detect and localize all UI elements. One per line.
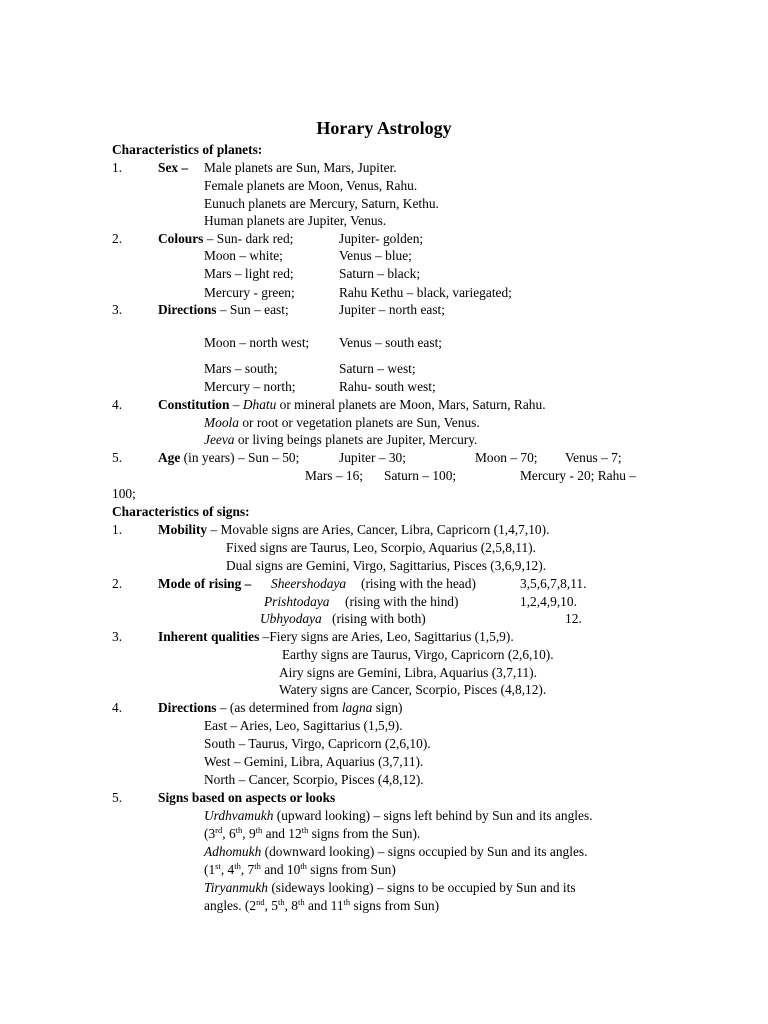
age-text: (in years) – Sun – 50;	[180, 450, 300, 465]
aspects-label: Signs based on aspects or looks	[158, 790, 336, 805]
colours-text: Moon – white;	[204, 248, 283, 263]
directions-text: Saturn – west;	[339, 361, 416, 376]
rising-numbers: 12.	[565, 611, 582, 626]
jeeva-term: Jeeva	[204, 432, 235, 447]
directions-label: Directions	[158, 302, 217, 317]
age-text: Venus – 7;	[565, 450, 622, 465]
rising-numbers: 1,2,4,9,10.	[520, 594, 577, 609]
sign-directions-label: Directions	[158, 700, 217, 715]
directions-text: Mercury – north;	[204, 379, 296, 394]
aspects-text: , 6	[222, 826, 236, 841]
aspects-text: , 9	[242, 826, 256, 841]
aspects-text: signs from the Sun).	[308, 826, 421, 841]
ubhyodaya-term: Ubhyodaya	[260, 611, 322, 626]
adhomukh-term: Adhomukh	[204, 844, 262, 859]
mobility-text: Dual signs are Gemini, Virgo, Sagittarius, Pisces (3,6,9,12).	[226, 558, 547, 573]
directions-row	[158, 302, 289, 318]
tiryanmukh-term: Tiryanmukh	[204, 880, 268, 895]
item-number: 2.	[112, 231, 123, 246]
aspects-text: signs from Sun)	[350, 898, 440, 913]
constitution-text: or root or vegetation planets are Sun, Venus.	[238, 415, 480, 430]
constitution-text: or mineral planets are Moon, Mars, Saturn, Rahu.	[276, 397, 546, 412]
qualities-label: Inherent qualities	[158, 629, 260, 644]
age-text: Moon – 70;	[475, 450, 538, 465]
rising-desc: (rising with the head)	[361, 576, 476, 591]
qualities-text: Airy signs are Gemini, Libra, Aquarius (3,7,11).	[279, 665, 537, 680]
ordinal-suffix: th	[254, 861, 261, 871]
item-number: 5.	[112, 790, 123, 805]
mobility-label: Mobility	[158, 522, 208, 537]
page-title: Horary Astrology	[316, 118, 452, 138]
colours-text: Mars – light red;	[204, 266, 294, 281]
age-text: Mars – 16;	[305, 468, 364, 483]
qualities-text: Watery signs are Cancer, Scorpio, Pisces (4,8,12).	[279, 682, 547, 697]
tiryanmukh-detail	[204, 898, 439, 914]
item-number: 3.	[112, 629, 123, 644]
ordinal-suffix: th	[300, 861, 307, 871]
colours-text: Mercury - green;	[204, 285, 295, 300]
aspects-text: , 7	[240, 862, 255, 877]
directions-text: Rahu- south west;	[339, 379, 436, 394]
ordinal-suffix: th	[297, 897, 305, 907]
signs-heading: Characteristics of signs:	[112, 504, 250, 519]
aspects-text: , 8	[284, 898, 298, 913]
planets-heading: Characteristics of planets:	[112, 142, 263, 157]
sign-directions-row	[158, 700, 402, 716]
item-number: 1.	[112, 522, 123, 537]
sex-line: Male planets are Sun, Mars, Jupiter.	[204, 160, 397, 175]
colours-row	[158, 231, 293, 247]
aspects-text: , 4	[220, 862, 235, 877]
aspects-text: and 12	[262, 826, 302, 841]
aspects-text: (1	[204, 862, 216, 877]
constitution-row	[204, 415, 480, 431]
sign-direction-line: South – Taurus, Virgo, Capricorn (2,6,10).	[204, 736, 431, 751]
ordinal-suffix: nd	[256, 897, 265, 907]
ordinal-suffix: th	[277, 897, 285, 907]
sex-label: Sex –	[158, 160, 189, 175]
constitution-row	[204, 432, 477, 448]
constitution-label: Constitution	[158, 397, 230, 412]
sign-direction-line: North – Cancer, Scorpio, Pisces (4,8,12).	[204, 772, 424, 787]
constitution-text: or living beings planets are Jupiter, Mercury.	[234, 432, 478, 447]
rising-numbers: 3,5,6,7,8,11.	[520, 576, 587, 591]
age-text: 100;	[112, 486, 136, 501]
urdhvamukh-term: Urdhvamukh	[204, 808, 274, 823]
aspects-text: (sideways looking) – signs to be occupied by Sun and its	[267, 880, 576, 895]
aspects-text: (upward looking) – signs left behind by Sun and its angles.	[273, 808, 593, 823]
mobility-row	[158, 522, 549, 538]
qualities-row	[158, 629, 514, 645]
sheershodaya-term: Sheershodaya	[271, 576, 347, 591]
moola-term: Moola	[204, 415, 239, 430]
tiryanmukh-row	[204, 880, 576, 896]
urdhvamukh-row	[204, 808, 593, 824]
sex-line: Eunuch planets are Mercury, Saturn, Kethu.	[204, 196, 439, 211]
age-row	[158, 450, 299, 466]
aspects-text: (downward looking) – signs occupied by Sun and its angles.	[261, 844, 588, 859]
rising-desc: (rising with the hind)	[345, 594, 459, 609]
adhomukh-detail	[204, 862, 396, 878]
item-number: 3.	[112, 302, 123, 317]
ordinal-suffix: th	[301, 825, 309, 835]
aspects-text: (3	[204, 826, 216, 841]
age-label: Age	[158, 450, 181, 465]
age-text: Jupiter – 30;	[339, 450, 406, 465]
age-text: Mercury - 20; Rahu –	[520, 468, 637, 483]
age-text: Saturn – 100;	[384, 468, 457, 483]
item-number: 4.	[112, 700, 123, 715]
constitution-row	[158, 397, 546, 413]
ordinal-suffix: th	[255, 825, 263, 835]
aspects-text: , 5	[264, 898, 278, 913]
ordinal-suffix: rd	[215, 825, 223, 835]
rising-label: Mode of rising –	[158, 576, 252, 591]
aspects-text: angles. (2	[204, 898, 257, 913]
sex-line: Human planets are Jupiter, Venus.	[204, 213, 387, 228]
sign-direction-line: East – Aries, Leo, Sagittarius (1,5,9).	[204, 718, 403, 733]
mobility-text: Fixed signs are Taurus, Leo, Scorpio, Aquarius (2,5,8,11).	[226, 540, 536, 555]
sign-directions-text: sign)	[372, 700, 403, 715]
directions-text: Moon – north west;	[204, 335, 310, 350]
sign-directions-text: – (as determined from	[216, 700, 342, 715]
aspects-text: and 11	[304, 898, 344, 913]
item-number: 2.	[112, 576, 123, 591]
qualities-text: –Fiery signs are Aries, Leo, Sagittarius (1,5,9).	[259, 629, 514, 644]
colours-label: Colours	[158, 231, 204, 246]
constitution-dash: –	[229, 397, 243, 412]
colours-text: Venus – blue;	[339, 248, 412, 263]
rising-desc: (rising with both)	[332, 611, 426, 626]
ordinal-suffix: th	[343, 897, 351, 907]
ordinal-suffix: th	[235, 825, 243, 835]
sign-direction-line: West – Gemini, Libra, Aquarius (3,7,11).	[204, 754, 424, 769]
urdhvamukh-detail	[204, 826, 420, 842]
item-number: 5.	[112, 450, 123, 465]
directions-text: – Sun – east;	[219, 302, 289, 317]
qualities-text: Earthy signs are Taurus, Virgo, Capricorn (2,6,10).	[282, 647, 554, 662]
sex-line: Female planets are Moon, Venus, Rahu.	[204, 178, 418, 193]
lagna-term: lagna	[341, 700, 373, 715]
aspects-text: signs from Sun)	[306, 862, 396, 877]
colours-text: – Sun- dark red;	[206, 231, 294, 246]
adhomukh-row	[204, 844, 587, 860]
dhatu-term: Dhatu	[242, 397, 277, 412]
item-number: 1.	[112, 160, 123, 175]
prishtodaya-term: Prishtodaya	[264, 594, 330, 609]
colours-text: Jupiter- golden;	[339, 231, 424, 246]
ordinal-suffix: th	[234, 861, 241, 871]
colours-text: Saturn – black;	[339, 266, 421, 281]
ordinal-suffix: st	[215, 861, 221, 871]
directions-text: Mars – south;	[204, 361, 278, 376]
directions-text: Venus – south east;	[339, 335, 443, 350]
aspects-text: and 10	[260, 862, 301, 877]
colours-text: Rahu Kethu – black, variegated;	[339, 285, 512, 300]
item-number: 4.	[112, 397, 123, 412]
directions-text: Jupiter – north east;	[339, 302, 445, 317]
mobility-text: – Movable signs are Aries, Cancer, Libra, Capricorn (1,4,7,10).	[207, 522, 550, 537]
